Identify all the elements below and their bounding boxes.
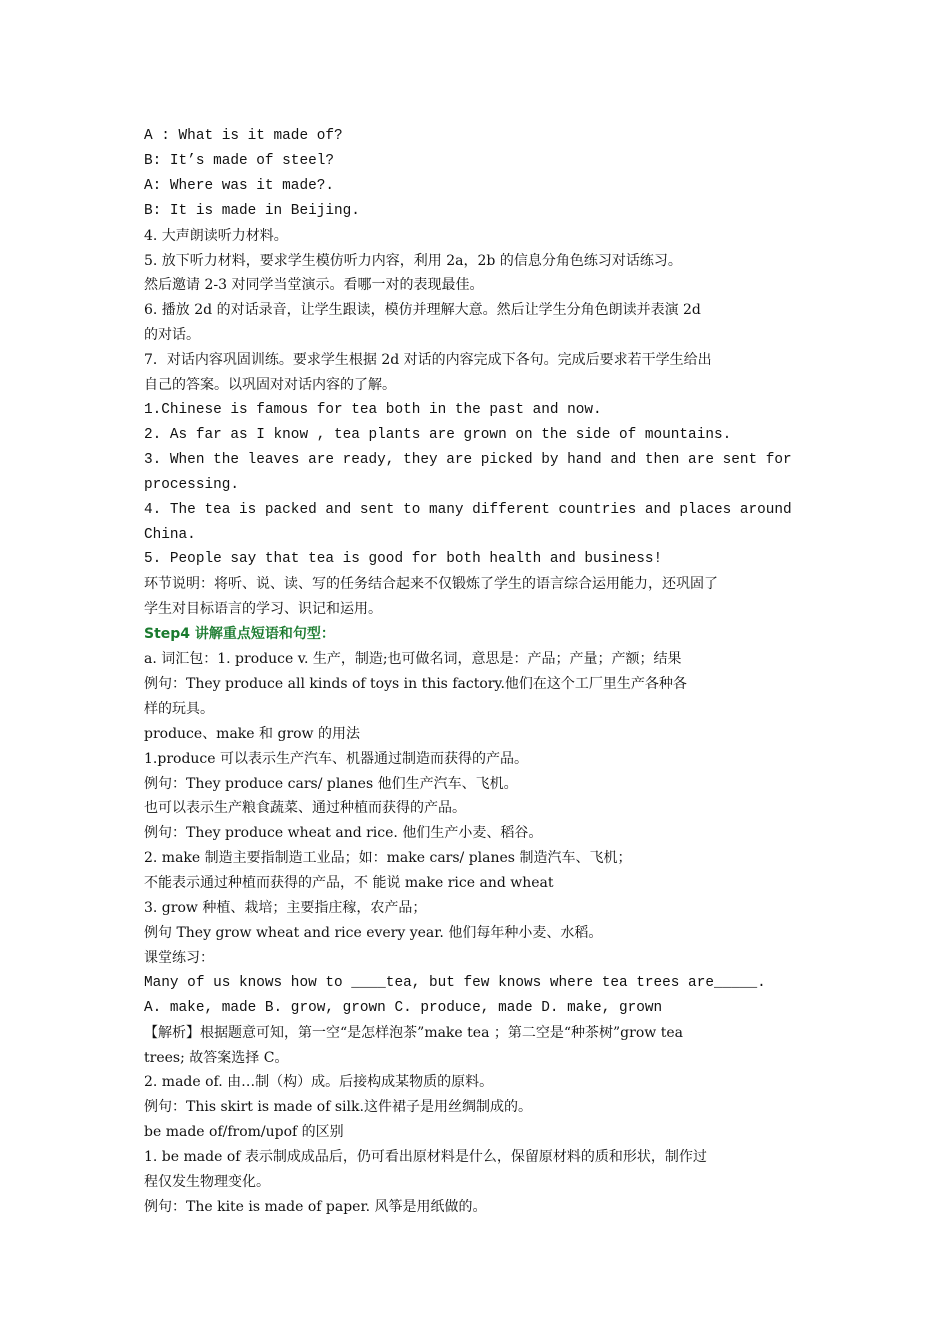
text-line: 5. People say that tea is good for both health and business! xyxy=(144,551,663,568)
text-line: B: It’s made of steel? xyxy=(144,152,334,169)
text-line: 例句：This skirt is made of silk.这件裙子是用丝绸制成的。 xyxy=(144,1099,532,1116)
text-line: 3. When the leaves are ready, they are picked by hand and then are sent for xyxy=(144,451,792,468)
text-line: 例句：They produce all kinds of toys in this factory.他们在这个工厂里生产各种各 xyxy=(144,675,687,692)
text-line: be made of/from/upof 的区别 xyxy=(144,1124,344,1141)
text-line: 的对话。 xyxy=(144,327,200,344)
text-line: A. make, made B. grow, grown C. produce, made D. make, grown xyxy=(144,999,663,1016)
text-line: 5. 放下听力材料，要求学生模仿听力内容，利用 2a，2b 的信息分角色练习对话练习。 xyxy=(144,252,682,269)
text-line: 2. As far as I know , tea plants are grown on the side of mountains. xyxy=(144,426,732,443)
text-line: A: Where was it made?. xyxy=(144,177,334,194)
text-line: 4. The tea is packed and sent to many different countries and places around xyxy=(144,501,792,518)
text-line: Many of us knows how to ____tea, but few knows where tea trees are_____. xyxy=(144,974,766,991)
text-line: 4. 大声朗读听力材料。 xyxy=(144,227,288,244)
text-line: 学生对目标语言的学习、识记和运用。 xyxy=(144,601,382,618)
text-line: 也可以表示生产粮食蔬菜、通过种植而获得的产品。 xyxy=(144,800,466,817)
section-heading: Step4 讲解重点短语和句型： xyxy=(144,626,335,643)
text-line: 例句 They grow wheat and rice every year. 他们每年种小麦、水稻。 xyxy=(144,925,603,941)
text-line: 6. 播放 2d 的对话录音，让学生跟读，模仿并理解大意。然后让学生分角色朗读并表演 2d xyxy=(144,302,701,319)
text-line: B: It is made in Beijing. xyxy=(144,202,360,219)
text-line: a. 词汇包：1. produce v. 生产，制造;也可做名词，意思是：产品；产量；产额；结果 xyxy=(144,651,682,668)
text-line: A : What is it made of? xyxy=(144,128,343,144)
text-line: 例句：They produce cars/ planes 他们生产汽车、飞机。 xyxy=(144,775,518,792)
text-line: 例句：They produce wheat and rice. 他们生产小麦、稻谷。 xyxy=(144,825,543,842)
text-line: processing. xyxy=(144,476,239,493)
text-line: 例句：The kite is made of paper. 风筝是用纸做的。 xyxy=(144,1198,487,1215)
text-line: 7．对话内容巩固训练。要求学生根据 2d 对话的内容完成下各句。完成后要求若干学生给出 xyxy=(144,352,712,369)
text-line: 自己的答案。以巩固对对话内容的了解。 xyxy=(144,377,396,394)
document-page xyxy=(144,124,810,1220)
text-line: 课堂练习： xyxy=(144,949,214,966)
text-line: 程仅发生物理变化。 xyxy=(144,1174,270,1191)
text-line: 然后邀请 2-3 对同学当堂演示。看哪一对的表现最佳。 xyxy=(144,277,484,294)
text-line: China. xyxy=(144,526,196,543)
text-line: 2. made of. 由…制（构）成。后接构成某物质的原料。 xyxy=(144,1074,494,1091)
text-line: 3. grow 种植、栽培；主要指庄稼，农产品； xyxy=(144,900,427,917)
text-line: 样的玩具。 xyxy=(144,700,214,717)
text-line: 1.produce 可以表示生产汽车、机器通过制造而获得的产品。 xyxy=(144,750,528,767)
text-line: 不能表示通过种植而获得的产品，不 能说 make rice and wheat xyxy=(144,875,554,892)
text-line: 【解析】根据题意可知，第一空“是怎样泡茶”make tea ；第二空是“种茶树”grow tea xyxy=(144,1024,683,1041)
text-line: trees; 故答案选择 C。 xyxy=(144,1049,289,1066)
text-line: 1.Chinese is famous for tea both in the past and now. xyxy=(144,401,602,418)
text-line: 1. be made of 表示制成成品后，仍可看出原材料是什么，保留原材料的质和形状，制作过 xyxy=(144,1149,707,1166)
text-line: produce、make 和 grow 的用法 xyxy=(144,725,360,742)
text-line: 2. make 制造主要指制造工业品；如：make cars/ planes 制造汽车、飞机； xyxy=(144,850,632,867)
text-line: 环节说明：将听、说、读、写的任务结合起来不仅锻炼了学生的语言综合运用能力，还巩固了 xyxy=(144,576,718,593)
